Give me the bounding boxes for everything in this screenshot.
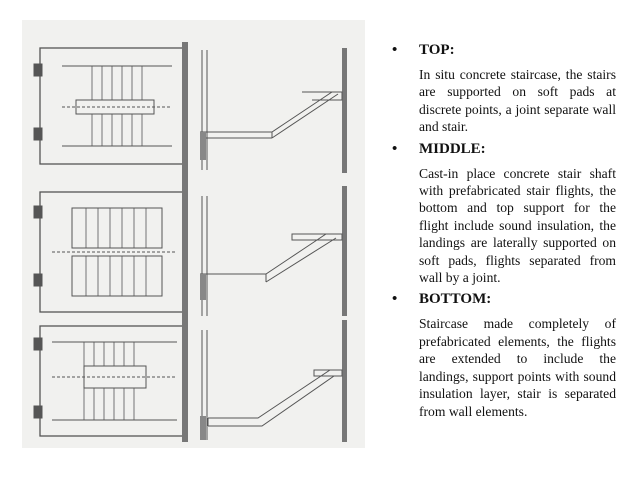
bullet: • bbox=[392, 140, 398, 157]
section-middle bbox=[392, 140, 616, 287]
description-list bbox=[392, 41, 616, 420]
section-body: In situ concrete staircase, the stairs are supported on soft pads at discrete points, a joint separate wall and stair. bbox=[419, 67, 616, 135]
section-title: MIDDLE: bbox=[419, 140, 486, 157]
section-bottom bbox=[392, 290, 616, 419]
top-section-drawing bbox=[200, 48, 347, 173]
top-plan-drawing bbox=[34, 42, 188, 182]
bottom-section-drawing bbox=[200, 320, 347, 442]
section-title: BOTTOM: bbox=[419, 291, 492, 308]
middle-section-drawing bbox=[200, 186, 347, 316]
section-body: Staircase made completely of prefabricated elements, the flights are extended to include the landings, support points with sound insulation layer, stair is separated from wall elements. bbox=[419, 316, 616, 419]
bullet: • bbox=[392, 291, 398, 308]
bullet: • bbox=[392, 42, 398, 58]
section-top bbox=[392, 41, 616, 136]
section-body: Cast-in place concrete stair shaft with prefabricated stair flights, the bottom and top support for the flight include sound insulation, the landings are laterally supported on soft pads, flights separated from wall by a joint. bbox=[419, 165, 616, 286]
middle-plan-drawing bbox=[34, 178, 188, 320]
section-title: TOP: bbox=[419, 42, 455, 58]
bottom-plan-drawing bbox=[34, 318, 188, 442]
staircase-drawings bbox=[22, 20, 365, 448]
staircase-drawings-svg bbox=[22, 20, 365, 448]
